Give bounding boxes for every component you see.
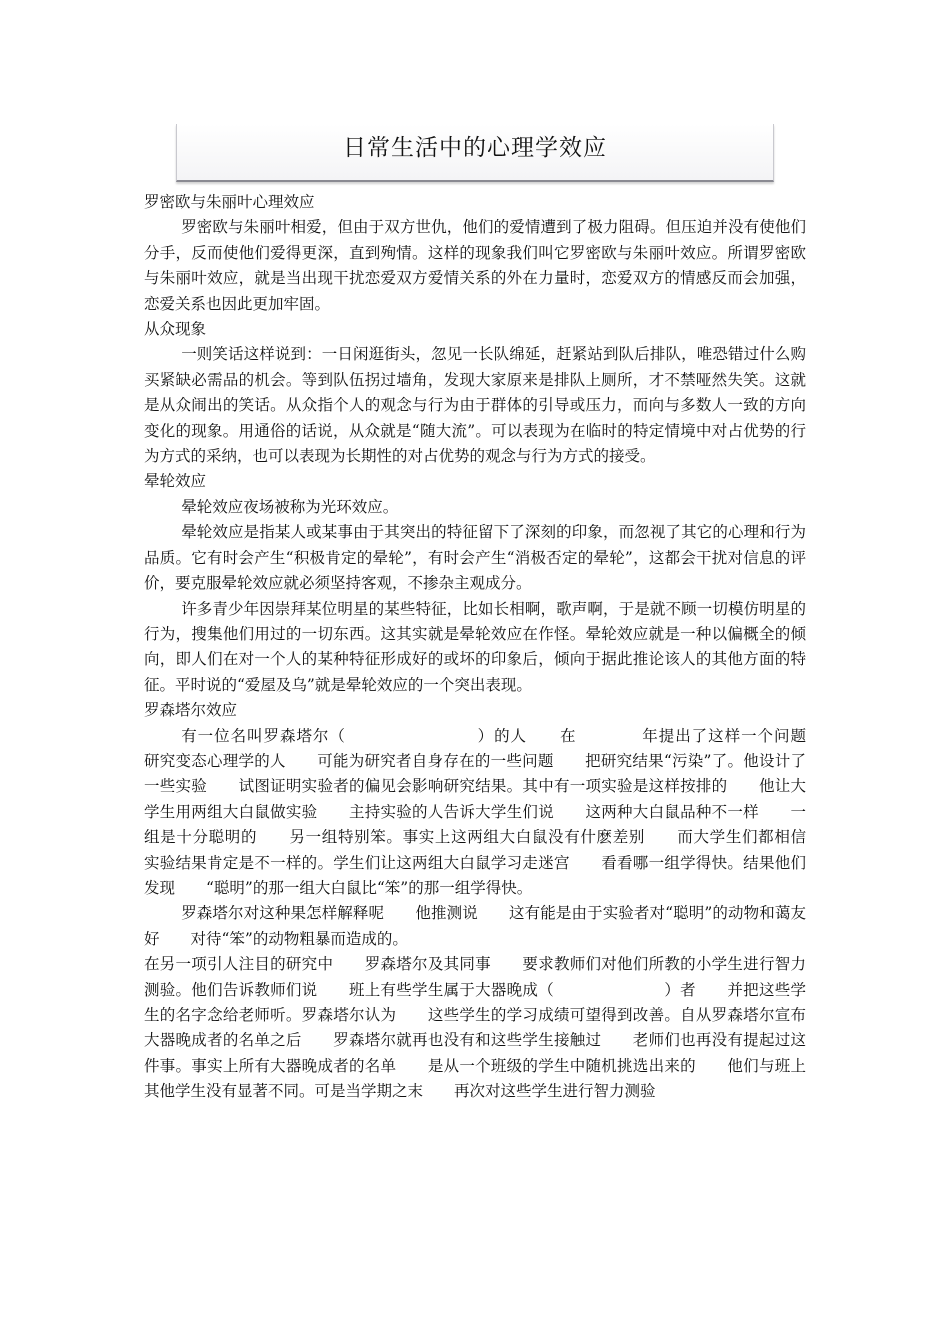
document-body (144, 190, 838, 1105)
paragraph: 晕轮效应是指某人或某事由于其突出的特征留下了深刻的印象，而忽视了其它的心理和行为品质。它有时会产生“积极肯定的晕轮”，有时会产生“消极否定的晕轮”，这都会干扰对信息的评价，要克服晕轮效应就必须坚持客观，不掺杂主观成分。 (144, 523, 806, 593)
paragraph: 一则笑话这样说到：一日闲逛街头，忽见一长队绵延，赶紧站到队后排队，唯恐错过什么购买紧缺必需品的机会。等到队伍拐过墙角，发现大家原来是排队上厕所，才不禁哑然失笑。这就是从众闹出的笑话。从众指个人的观念与行为由于群体的引导或压力，而向与多数人一致的方向变化的现象。用通俗的话说，从众就是“随大流”。可以表现为在临时的特定情境中对占优势的行为方式的采纳，也可以表现为长期性的对占优势的观念与行为方式的接受。 (144, 345, 806, 466)
title-banner (176, 124, 774, 182)
paragraph: 晕轮效应夜场被称为光环效应。 (181, 497, 399, 516)
page-title: 日常生活中的心理学效应 (343, 135, 607, 161)
paragraph: 罗森塔尔对这种果怎样解释呢 他推测说 这有能是由于实验者对“聪明”的动物和蔼友好 对待“笨”的动物粗暴而造成的。 (144, 904, 806, 948)
paragraph: 在另一项引人注目的研究中 罗森塔尔及其同事 要求教师们对他们所教的小学生进行智力测验。他们告诉教师们说 班上有些学生属于大器晚成（ ）者 并把这些学生的名字念给老师听。罗森塔尔认为 这些学生的学习成绩可望得到改善。自从罗森塔尔宣布大器晚成者的名单之后 罗森塔尔就再也没有和这些学生接触过 老师们也再没有提起过这件事。事实上所有大器晚成者的名单 是从一个班级的学生中随机挑选出来的 他们与班上其他学生没有显著不同。可是当学期之末 再次对这些学生进行智力测验 (144, 955, 806, 1101)
section-heading: 从众现象 (144, 320, 207, 339)
section-heading: 罗密欧与朱丽叶心理效应 (144, 193, 315, 211)
paragraph: 有一位名叫罗森塔尔（ ）的人 在 年提出了这样一个问题 研究变态心理学的人 可能为研究者自身存在的一些问题 把研究结果“污染”了。他设计了一些实验 试图证明实验者的偏见会影响研究结果。其中有一项实验是这样按排的 他让大学生用两组大白鼠做实验 主持实验的人告诉大学生们说 这两种大白鼠品种不一样 一组是十分聪明的 另一组特别笨。事实上这两组大白鼠没有什麽差别 而大学生们都相信 实验结果肯定是不一样的。学生们让这两组大白鼠学习走迷宫 看看哪一组学得快。结果他们发现 “聪明”的那一组大白鼠比“笨”的那一组学得快。 (144, 726, 838, 897)
section-heading: 罗森塔尔效应 (144, 701, 238, 720)
paragraph: 罗密欧与朱丽叶相爱，但由于双方世仇，他们的爱情遭到了极力阻碍。但压迫并没有使他们分手，反而使他们爱得更深，直到殉情。这样的现象我们叫它罗密欧与朱丽叶效应。所谓罗密欧与朱丽叶效应，就是当出现干扰恋爱双方爱情关系的外在力量时，恋爱双方的情感反而会加强，恋爱关系也因此更加牢固。 (144, 218, 806, 313)
section-heading: 晕轮效应 (144, 472, 207, 491)
paragraph: 许多青少年因崇拜某位明星的某些特征，比如长相啊，歌声啊，于是就不顾一切模仿明星的行为，搜集他们用过的一切东西。这其实就是晕轮效应在作怪。晕轮效应就是一种以偏概全的倾向，即人们在对一个人的某种特征形成好的或坏的印象后，倾向于据此推论该人的其他方面的特征。平时说的“爱屋及乌”就是晕轮效应的一个突出表现。 (144, 599, 806, 694)
